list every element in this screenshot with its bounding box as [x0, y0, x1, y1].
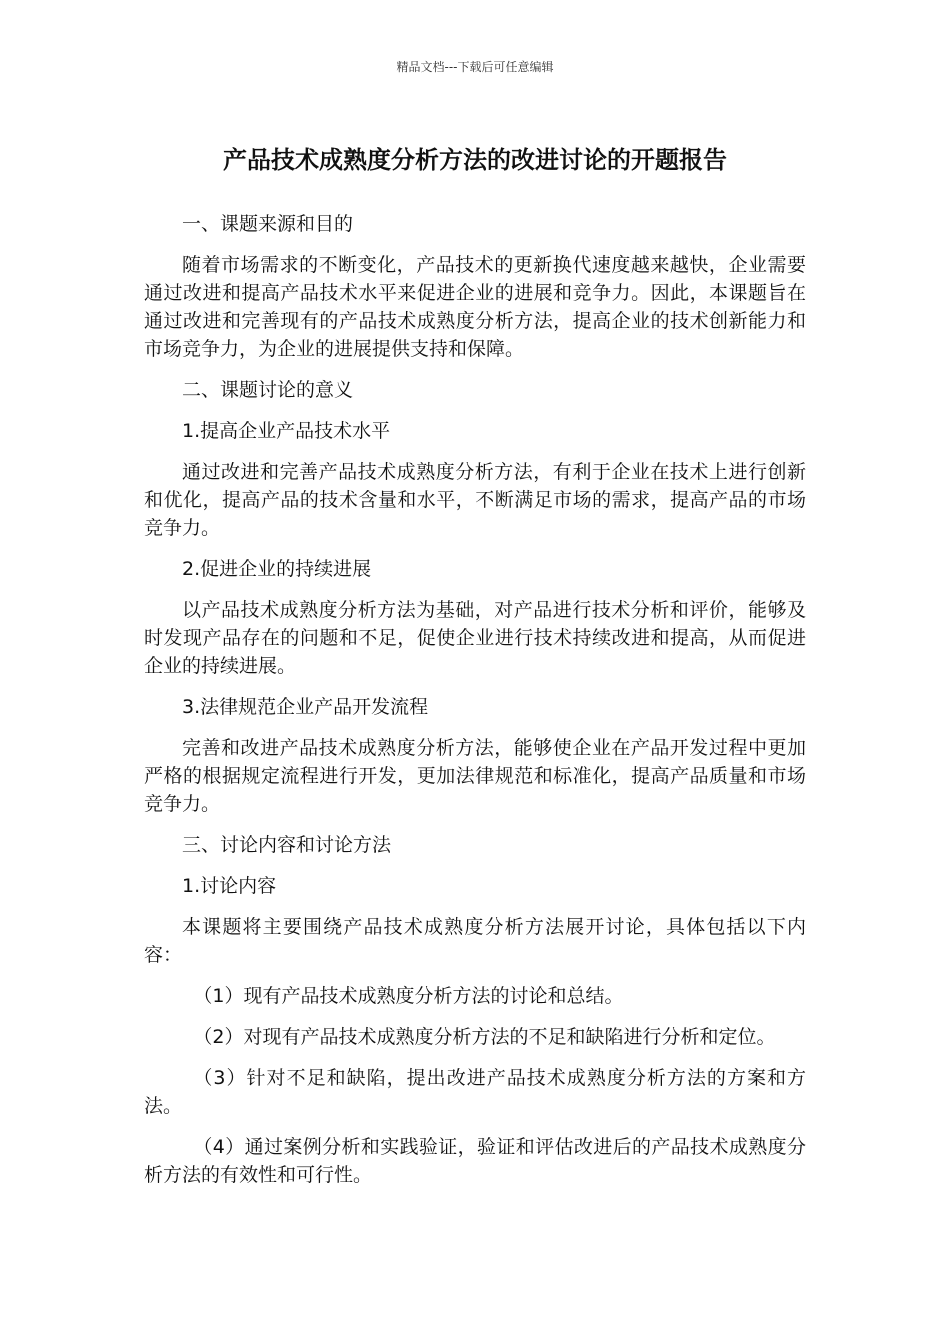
subheading-content: 1.讨论内容 [182, 875, 277, 897]
list-item: （4）通过案例分析和实践验证，验证和评估改进后的产品技术成熟度分析方法的有效性和可行性。 [144, 1136, 806, 1186]
list-item: （1）现有产品技术成熟度分析方法的讨论和总结。 [193, 985, 624, 1007]
subheading-improve-tech-level: 1.提高企业产品技术水平 [182, 420, 391, 442]
list-item: （3）针对不足和缺陷，提出改进产品技术成熟度分析方法的方案和方法。 [144, 1067, 806, 1117]
document-body [144, 210, 806, 1202]
section-heading-source-purpose: 一、课题来源和目的 [182, 213, 354, 235]
section-heading-content-method: 三、讨论内容和讨论方法 [182, 834, 392, 856]
paragraph-standardize-process: 完善和改进产品技术成熟度分析方法，能够使企业在产品开发过程中更加严格的根据规定流程进行开发，更加法律规范和标准化，提高产品质量和市场竞争力。 [144, 737, 806, 815]
paragraph-content-intro: 本课题将主要围绕产品技术成熟度分析方法展开讨论，具体包括以下内容： [144, 916, 806, 966]
paragraph-improve-tech-level: 通过改进和完善产品技术成熟度分析方法，有利于企业在技术上进行创新和优化，提高产品的技术含量和水平，不断满足市场的需求，提高产品的市场竞争力。 [144, 461, 806, 539]
subheading-sustained-progress: 2.促进企业的持续进展 [182, 558, 372, 580]
subheading-standardize-process: 3.法律规范企业产品开发流程 [182, 696, 429, 718]
section-heading-significance: 二、课题讨论的意义 [182, 379, 354, 401]
paragraph-background: 随着市场需求的不断变化，产品技术的更新换代速度越来越快，企业需要通过改进和提高产品技术水平来促进企业的进展和竞争力。因此，本课题旨在通过改进和完善现有的产品技术成熟度分析方法，提高企业的技术创新能力和市场竞争力，为企业的进展提供支持和保障。 [144, 254, 806, 360]
list-item: （2）对现有产品技术成熟度分析方法的不足和缺陷进行分析和定位。 [193, 1026, 776, 1048]
header-note: 精品文档---下载后可任意编辑 [396, 60, 554, 74]
paragraph-sustained-progress: 以产品技术成熟度分析方法为基础，对产品进行技术分析和评价，能够及时发现产品存在的问题和不足，促使企业进行技术持续改进和提高，从而促进企业的持续进展。 [144, 599, 806, 677]
document-title: 产品技术成熟度分析方法的改进讨论的开题报告 [223, 146, 727, 174]
